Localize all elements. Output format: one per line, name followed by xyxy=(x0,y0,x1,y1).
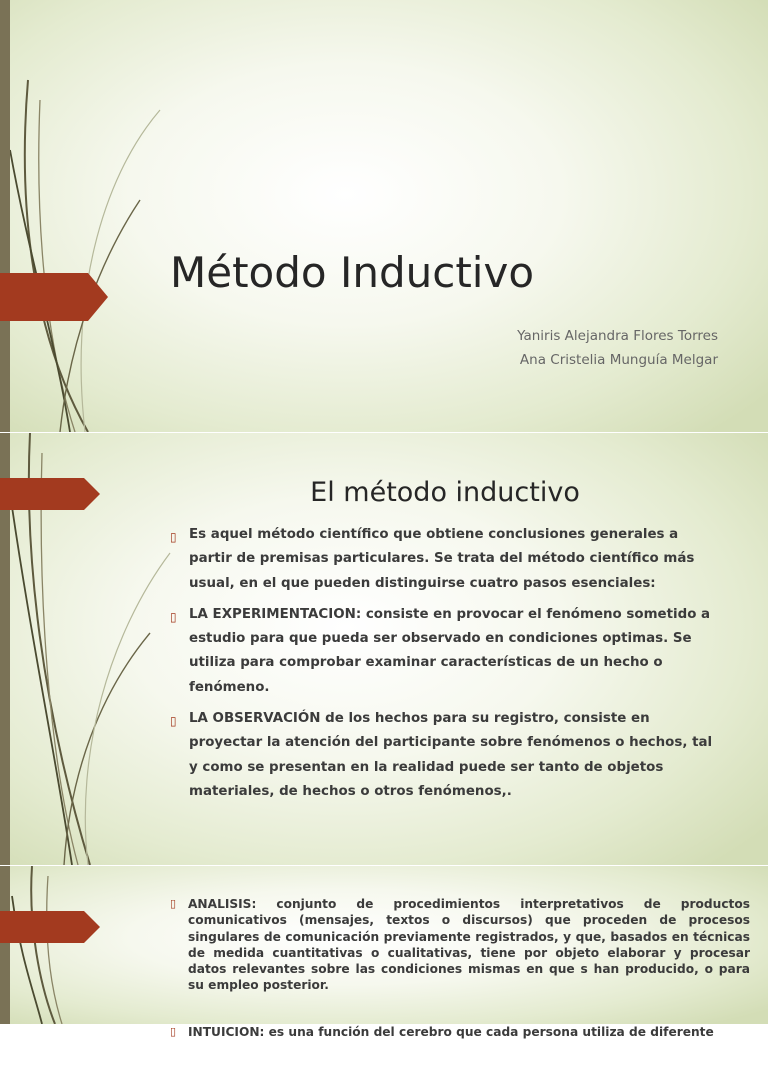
author-1: Yaniris Alejandra Flores Torres xyxy=(517,328,718,344)
sidebar-strip xyxy=(0,0,10,432)
list-item: ▯ ANALISIS: conjunto de procedimientos interpretativos de productos comunicativos (mensajes, textos o discursos) que proceden de procesos singulares de comunicación previamente registrados, y que, basados en técnicas de medida cuantitativas o cualitativas, tiene por objeto elaborar y procesar datos relevantes sobre las condiciones mismas en que s han producido, o para su empleo posterior. xyxy=(170,897,750,993)
slide-2-bullets xyxy=(170,523,718,811)
slide-3-bullets xyxy=(170,896,750,1070)
bullet-arrow-icon: ▯ xyxy=(170,714,177,729)
bullet-arrow-icon: ▯ xyxy=(170,530,177,544)
slide-2-title: El método inductivo xyxy=(310,477,580,508)
slide-title-text: Método Inductivo xyxy=(170,248,535,297)
list-item: ▯ LA EXPERIMENTACION: consiste en provocar el fenómeno sometido a estudio para que pueda ser observado en condiciones optimas. Se utiliza para comprobar examinar características de un hecho o fenómeno. xyxy=(170,606,711,695)
list-item: ▯ LA OBSERVACIÓN de los hechos para su registro, consiste en proyectar la atención del participante sobre fenómenos o hechos, tal y como se presentan en la realidad puede ser tanto de objetos materiales, de hechos o otros fenómenos,. xyxy=(170,711,713,799)
bullet-arrow-icon: ▯ xyxy=(170,897,177,910)
accent-arrow xyxy=(0,273,108,321)
slide-title xyxy=(0,0,768,432)
accent-arrow xyxy=(0,911,100,943)
list-item: ▯ INTUICION: es una función del cerebro que cada persona utiliza de diferente xyxy=(170,1024,714,1039)
author-2: Ana Cristelia Munguía Melgar xyxy=(519,352,718,368)
bullet-arrow-icon: ▯ xyxy=(170,609,177,624)
list-item: ▯ Es aquel método científico que obtiene conclusiones generales a partir de premisas particulares. Se trata del método científico más usual, en el que pueden distinguirse cuatro pasos esenciales: xyxy=(170,527,695,591)
sidebar-strip xyxy=(0,866,10,1024)
bullet-arrow-icon: ▯ xyxy=(170,1024,177,1038)
